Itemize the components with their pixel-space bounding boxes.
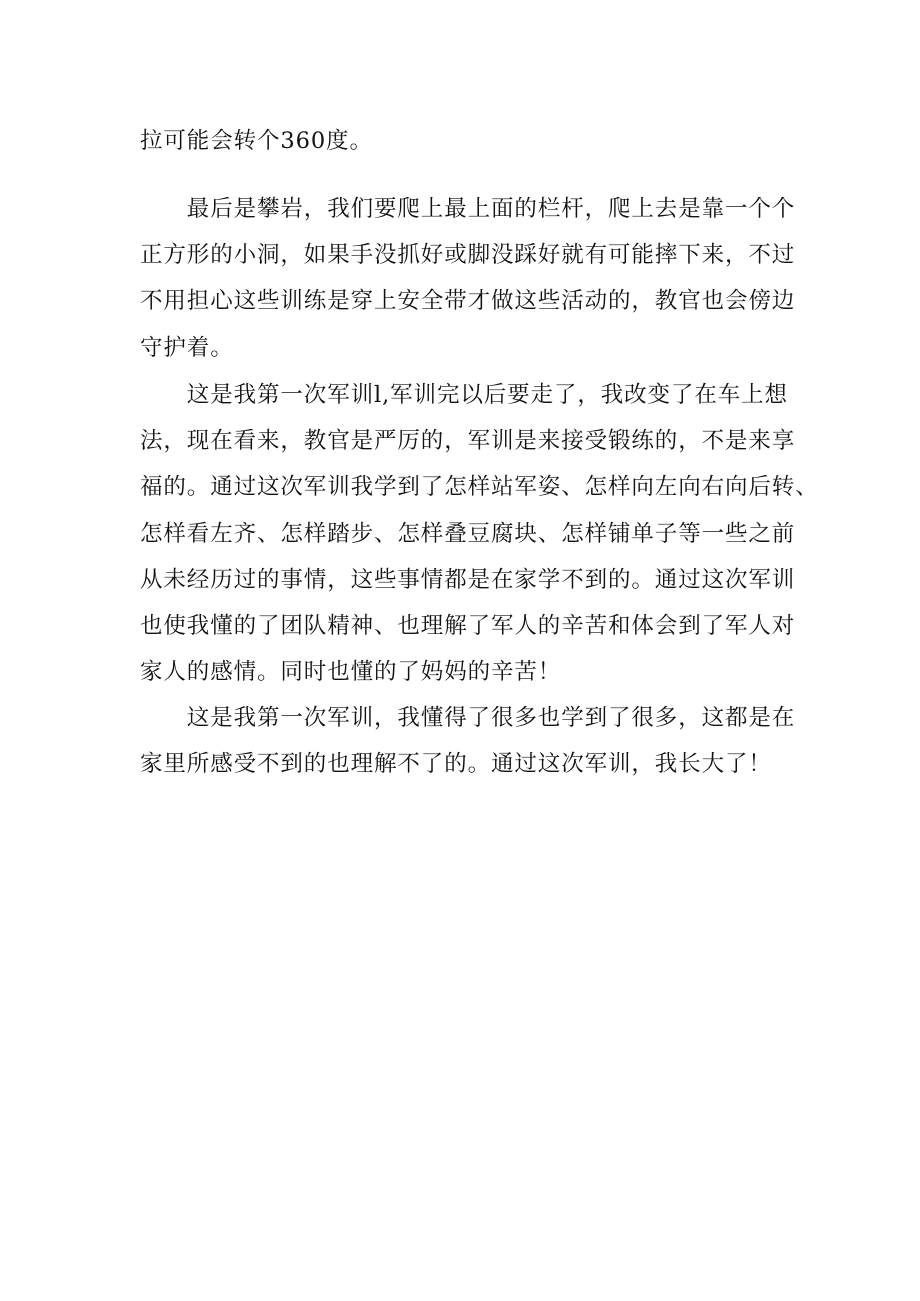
text-line: 拉可能会转个360度。 — [140, 128, 373, 154]
paragraph-rock-climbing — [140, 186, 796, 371]
text-line: 从未经历过的事情，这些事情都是在家学不到的。通过这次军训 — [140, 566, 796, 593]
text-line: 正方形的小洞，如果手没抓好或脚没踩好就有可能摔下来，不过 — [140, 242, 796, 269]
paragraph-reflection — [140, 372, 819, 695]
text-line: 也使我懂的了团队精神、也理解了军人的辛苦和体会到了军人对 — [140, 612, 796, 639]
continuation-paragraph — [140, 118, 786, 164]
text-line: 最后是攀岩，我们要爬上最上面的栏杆，爬上去是靠一个个 — [140, 196, 796, 222]
text-line: 这是我第一次军训l,军训完以后要走了，我改变了在车上想 — [140, 382, 788, 408]
text-line: 这是我第一次军训，我懂得了很多也学到了很多，这都是在 — [140, 705, 796, 731]
text-line: 怎样看左齐、怎样踏步、怎样叠豆腐块、怎样铺单子等一些之前 — [140, 520, 796, 547]
text-line: 不用担心这些训练是穿上安全带才做这些活动的，教官也会傍边 — [140, 288, 796, 315]
text-line: 法，现在看来，教官是严厉的，军训是来接受锻练的，不是来享 — [140, 428, 796, 455]
paragraph-conclusion — [140, 695, 796, 787]
text-line: 守护着。 — [140, 334, 234, 361]
text-line: 家里所感受不到的也理解不了的。通过这次军训，我长大了！ — [140, 751, 772, 778]
text-line: 福的。通过这次军训我学到了怎样站军姿、怎样向左向右向后转、 — [140, 474, 819, 501]
text-line: 家人的感情。同时也懂的了妈妈的辛苦！ — [140, 659, 562, 686]
